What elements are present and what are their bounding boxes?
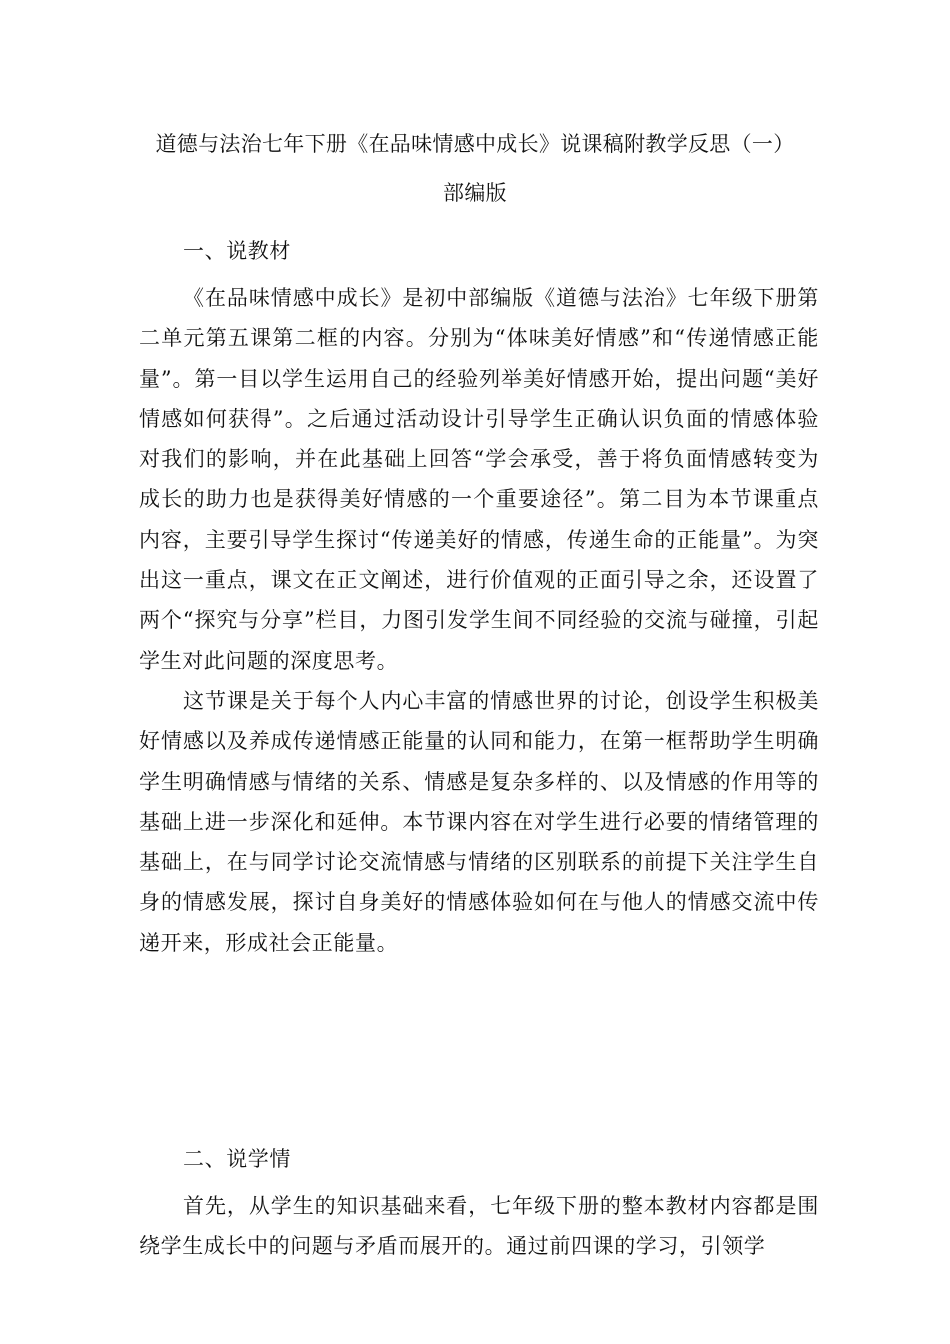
- section-heading-learning-situation: 二、说学情: [183, 1147, 291, 1171]
- paragraph: 《在品味情感中成长》是初中部编版《道德与法治》七年级下册第二单元第五课第二框的内容。分别为“体味美好情感”和“传递情感正能量”。第一目以学生运用自己的经验列举美好情感开始，提出问题“美好情感如何获得”。之后通过活动设计引导学生正确认识负面的情感体验对我们的影响，并在此基础上回答“学会承受，善于将负面情感转变为成长的助力也是获得美好情感的一个重要途径”。第二目为本节课重点内容，主要引导学生探讨“传递美好的情感，传递生命的正能量”。为突出这一重点，课文在正文阐述，进行价值观的正面引导之余，还设置了两个“探究与分享”栏目，力图引发学生间不同经验的交流与碰撞，引起学生对此问题的深度思考。: [139, 286, 819, 673]
- section-learning-situation-body: [139, 1186, 819, 1267]
- document-title-line1: 道德与法治七年下册《在品味情感中成长》说课稿附教学反思（一）: [155, 132, 795, 156]
- section-textbook-body: [139, 278, 819, 963]
- paragraph: 这节课是关于每个人内心丰富的情感世界的讨论，创设学生积极美好情感以及养成传递情感正能量的认同和能力，在第一框帮助学生明确学生明确情感与情绪的关系、情感是复杂多样的、以及情感的作用等的基础上进一步深化和延伸。本节课内容在对学生进行必要的情绪管理的基础上，在与同学讨论交流情感与情绪的区别联系的前提下关注学生自身的情感发展，探讨自身美好的情感体验如何在与他人的情感交流中传递开来，形成社会正能量。: [139, 688, 819, 955]
- paragraph: 首先，从学生的知识基础来看，七年级下册的整本教材内容都是围绕学生成长中的问题与矛盾而展开的。通过前四课的学习，引领学: [139, 1194, 819, 1259]
- document-title-line2: 部编版: [443, 181, 507, 205]
- section-heading-textbook: 一、说教材: [183, 239, 291, 263]
